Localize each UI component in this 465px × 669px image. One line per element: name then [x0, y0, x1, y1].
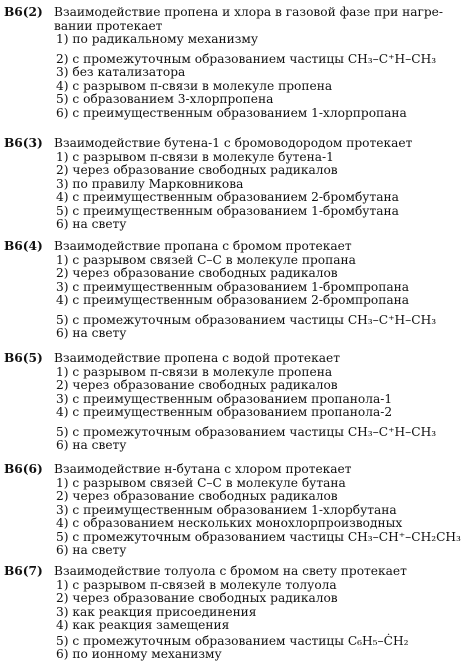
question-title: Взаимодействие бутена-1 с бромоводородом протекает — [54, 136, 413, 150]
answer-option-2: 2) через образование свободных радикалов — [56, 378, 338, 392]
answer-option-3: 3) без катализатора — [56, 65, 186, 79]
answer-option-2: 2) через образование свободных радикалов — [56, 163, 338, 177]
answer-option-2: 2) через образование свободных радикалов — [56, 489, 338, 503]
question-title: Взаимодействие н-бутана с хлором протекает — [54, 462, 352, 476]
answer-option-3: 3) по правилу Марковникова — [56, 176, 244, 191]
answer-option-4: 4) с разрывом π-связи в молекуле пропена — [56, 78, 333, 93]
answer-option-1: 1) с разрывом связей C–C в молекуле бутана — [56, 475, 346, 490]
question-title: Взаимодействие пропена с водой протекает — [54, 351, 340, 365]
question-title-continuation: вании протекает — [54, 18, 163, 33]
answer-option-2: 2) через образование свободных радикалов — [56, 266, 338, 280]
question-title: Взаимодействие пропана с бромом протекает — [54, 239, 352, 253]
answer-option-5: 5) с промежуточным образованием частицы CH₃–C⁺H–CH₃ — [56, 312, 437, 327]
answer-option-3: 3) с преимущественным образованием 1-хлорбутана — [56, 502, 397, 517]
question-code: В6(7) — [4, 564, 43, 578]
answer-option-6: 6) с преимущественным образованием 1-хлорпропана — [56, 105, 407, 120]
answer-option-2: 2) через образование свободных радикалов — [56, 591, 338, 605]
question-b6-3 — [4, 137, 462, 232]
answer-option-5: 5) с промежуточным образованием частицы CH₃–CH⁺–CH₂CH₃ — [56, 529, 461, 544]
answer-option-5: 5) с промежуточным образованием частицы C₆H₅–ĊH₂ — [56, 633, 409, 648]
answer-option-5: 5) с промежуточным образованием частицы CH₃–C⁺H–CH₃ — [56, 424, 437, 439]
answer-option-4: 4) с преимущественным образованием пропанола-2 — [56, 405, 393, 419]
answer-option-6: 6) на свету — [56, 543, 127, 557]
answer-option-1: 1) с разрывом π-связей в молекуле толуола — [56, 577, 337, 592]
question-b6-7 — [4, 565, 462, 662]
question-title: Взаимодействие пропена и хлора в газовой фазе при нагре- — [54, 5, 443, 19]
answer-option-4: 4) с преимущественным образованием 2-бромбутана — [56, 190, 399, 204]
answer-option-1: 1) с разрывом связей C–C в молекуле пропана — [56, 252, 356, 267]
question-code: В6(5) — [4, 351, 43, 365]
answer-option-1: 1) по радикальному механизму — [56, 32, 259, 46]
answer-option-2: 2) с промежуточным образованием частицы CH₃–C⁺H–CH₃ — [56, 51, 437, 66]
question-b6-5 — [4, 352, 462, 453]
answer-option-3: 3) с преимущественным образованием пропанола-1 — [56, 391, 393, 406]
answer-option-1: 1) с разрывом π-связи в молекуле бутена-1 — [56, 149, 334, 164]
answer-option-5: 5) с преимущественным образованием 1-бромбутана — [56, 203, 399, 218]
answer-option-1: 1) с разрывом π-связи в молекуле пропена — [56, 364, 333, 379]
question-title: Взаимодействие толуола с бромом на свету протекает — [54, 564, 407, 578]
answer-option-3: 3) как реакция присоединения — [56, 604, 257, 619]
question-code: В6(2) — [4, 5, 43, 19]
answer-option-5: 5) с образованием 3-хлорпропена — [56, 92, 274, 106]
answer-option-4: 4) как реакция замещения — [56, 618, 230, 632]
answer-option-4: 4) с образованием нескольких монохлорпроизводных — [56, 516, 403, 530]
answer-option-6: 6) на свету — [56, 217, 127, 231]
question-b6-4 — [4, 240, 462, 341]
question-b6-6 — [4, 463, 462, 558]
question-b6-2 — [4, 6, 462, 120]
answer-option-6: 6) по ионному механизму — [56, 647, 222, 661]
question-code: В6(6) — [4, 462, 43, 476]
answer-option-3: 3) с преимущественным образованием 1-бромпропана — [56, 279, 410, 294]
question-code: В6(3) — [4, 136, 43, 150]
answer-option-4: 4) с преимущественным образованием 2-бромпропана — [56, 293, 410, 307]
answer-option-6: 6) на свету — [56, 326, 127, 340]
question-code: В6(4) — [4, 239, 43, 253]
answer-option-6: 6) на свету — [56, 438, 127, 452]
